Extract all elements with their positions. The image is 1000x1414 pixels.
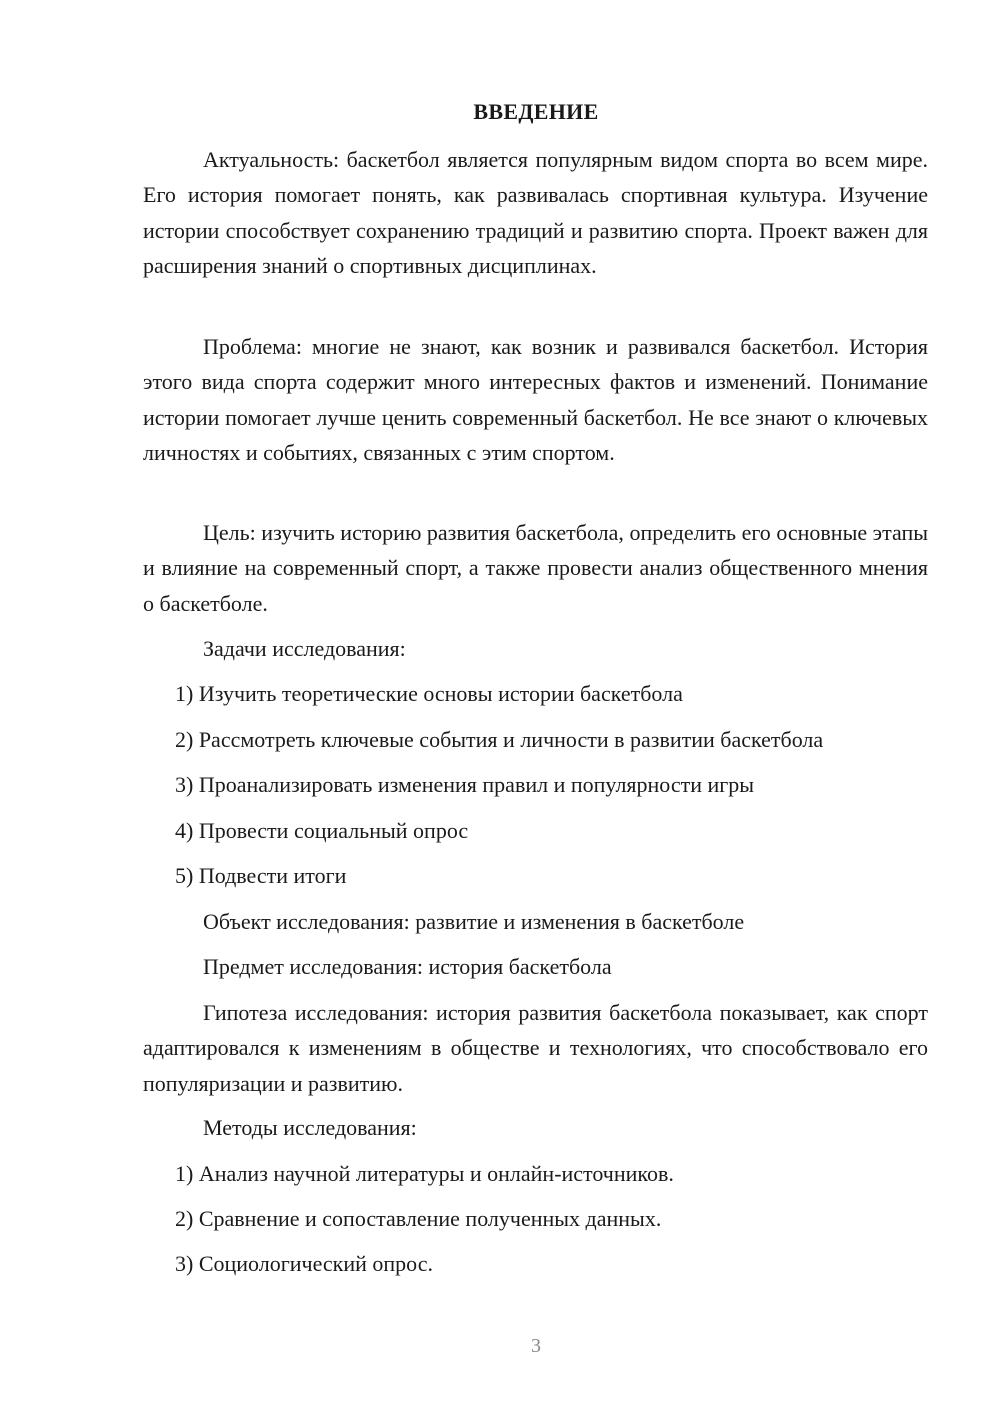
page-title: ВВЕДЕНИЕ xyxy=(473,99,599,124)
relevance-paragraph: Актуальность: баскетбол является популярным видом спорта во всем мире. Его история помогает понять, как развивалась спортивная культура. Изучение истории способствует сохранению традиций и развитию спорта. Проект важен для расширения знаний о спортивных дисциплинах. xyxy=(143,147,928,278)
list-item: 2) Рассмотреть ключевые события и личности в развитии баскетбола xyxy=(175,727,824,752)
list-item: 1) Анализ научной литературы и онлайн-источников. xyxy=(175,1161,674,1186)
problem-paragraph: Проблема: многие не знают, как возник и развивался баскетбол. История этого вида спорта содержит много интересных фактов и изменений. Понимание истории помогает лучше ценить современный баскетбол. Не все знают о ключевых личностях и событиях, связанных с этим спортом. xyxy=(143,334,928,465)
hypothesis-paragraph: Гипотеза исследования: история развития баскетбола показывает, как спорт адаптировался к изменениям в обществе и технологиях, что способствовало его популяризации и развитию. xyxy=(143,1000,928,1096)
goal-paragraph: Цель: изучить историю развития баскетбола, определить его основные этапы и влияние на современный спорт, а также провести анализ общественного мнения о баскетболе. xyxy=(143,520,928,616)
list-item: 2) Сравнение и сопоставление полученных данных. xyxy=(175,1206,662,1231)
list-item: 3) Проанализировать изменения правил и популярности игры xyxy=(175,772,755,797)
page-number: 3 xyxy=(531,1335,541,1357)
list-item: 5) Подвести итоги xyxy=(175,863,347,888)
tasks-heading: Задачи исследования: xyxy=(203,636,406,661)
list-item: 3) Социологический опрос. xyxy=(175,1251,433,1276)
list-item: 4) Провести социальный опрос xyxy=(175,818,469,843)
methods-heading: Методы исследования: xyxy=(203,1115,417,1140)
list-item: 1) Изучить теоретические основы истории баскетбола xyxy=(175,681,683,706)
research-subject: Предмет исследования: история баскетбола xyxy=(203,954,612,979)
research-object: Объект исследования: развитие и изменения в баскетболе xyxy=(203,909,745,934)
